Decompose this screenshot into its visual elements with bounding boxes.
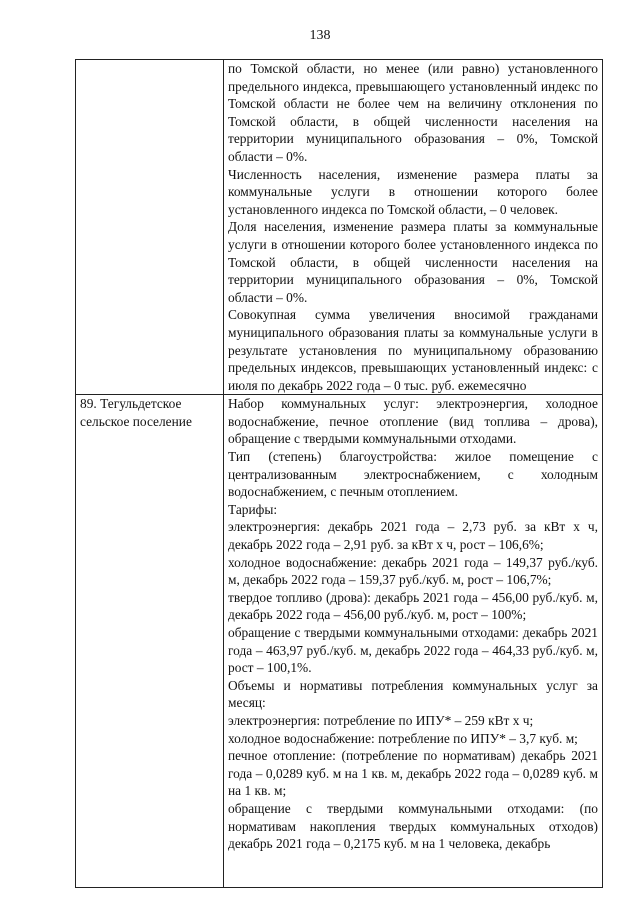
- paragraph: холодное водоснабжение: декабрь 2021 года – 149,37 руб./куб. м, декабрь 2022 года – 159,37 руб./куб. м, рост – 106,7%;: [228, 554, 598, 588]
- paragraph: твердое топливо (дрова): декабрь 2021 года – 456,00 руб./куб. м, декабрь 2022 года – 456,00 руб./куб. м, рост – 100%;: [228, 589, 598, 623]
- paragraph: холодное водоснабжение: потребление по ИПУ* – 3,7 куб. м;: [228, 730, 578, 746]
- details-cell: [224, 395, 603, 888]
- paragraph: Объемы и нормативы потребления коммунальных услуг за месяц:: [228, 677, 598, 711]
- details-cell: [224, 60, 603, 395]
- paragraph: Доля населения, изменение размера платы за коммунальные услуги в отношении которого более установленного индекса по Томской области, в общей численности населения на территории муниципального образования – 0%, Томской области – 0%.: [228, 219, 598, 305]
- table-row: [76, 395, 603, 888]
- paragraph: Совокупная сумма увеличения вносимой гражданами муниципального образования платы за коммунальные услуги в результате установления по муниципальному образованию предельных индексов, превышающих установленный индекс: с июля по декабрь 2022 года – 0 тыс. руб. ежемесячно: [228, 307, 598, 393]
- paragraph: электроэнергия: потребление по ИПУ* – 259 кВт х ч;: [228, 712, 534, 728]
- paragraph: обращение с твердыми коммунальными отходами: (по нормативам накопления твердых коммунальных отходов) декабрь 2021 года – 0,2175 куб. м на 1 человека, декабрь: [228, 800, 598, 852]
- paragraph: электроэнергия: декабрь 2021 года – 2,73 руб. за кВт х ч, декабрь 2022 года – 2,91 руб. за кВт х ч, рост – 106,6%;: [228, 519, 598, 553]
- paragraph: печное отопление: (потребление по нормативам) декабрь 2021 года – 0,0289 куб. м на 1 кв. м, декабрь 2022 года – 0,0289 куб. м на 1 кв. м;: [228, 748, 598, 799]
- municipality-cell: 89. Тегульдетское сельское поселение: [76, 395, 224, 888]
- content-table: [75, 59, 603, 888]
- page-number: 138: [309, 28, 331, 43]
- table-row: [76, 60, 603, 395]
- paragraph: Тип (степень) благоустройства: жилое помещение с централизованным электроснабжением, с холодным водоснабжением, с печным отоплением.: [228, 449, 598, 500]
- paragraph: Набор коммунальных услуг: электроэнергия, холодное водоснабжение, печное отопление (вид топлива – дрова), обращение с твердыми коммунальными отходами.: [228, 396, 598, 447]
- paragraph: по Томской области, но менее (или равно) установленного предельного индекса, превышающего установленный индекс по Томской области не более чем на величину отклонения по Томской области, в общей численности населения на территории муниципального образования – 0%, Томской области – 0%.: [228, 61, 598, 164]
- paragraph: обращение с твердыми коммунальными отходами: декабрь 2021 года – 463,97 руб./куб. м, декабрь 2022 года – 464,33 руб./куб. м, рост – 100,1%.: [228, 625, 598, 676]
- paragraph: Численность населения, изменение размера платы за коммунальные услуги в отношении которого более установленного индекса по Томской области, – 0 человек.: [228, 166, 598, 217]
- paragraph: Тарифы:: [228, 501, 278, 517]
- municipality-cell: [76, 60, 224, 395]
